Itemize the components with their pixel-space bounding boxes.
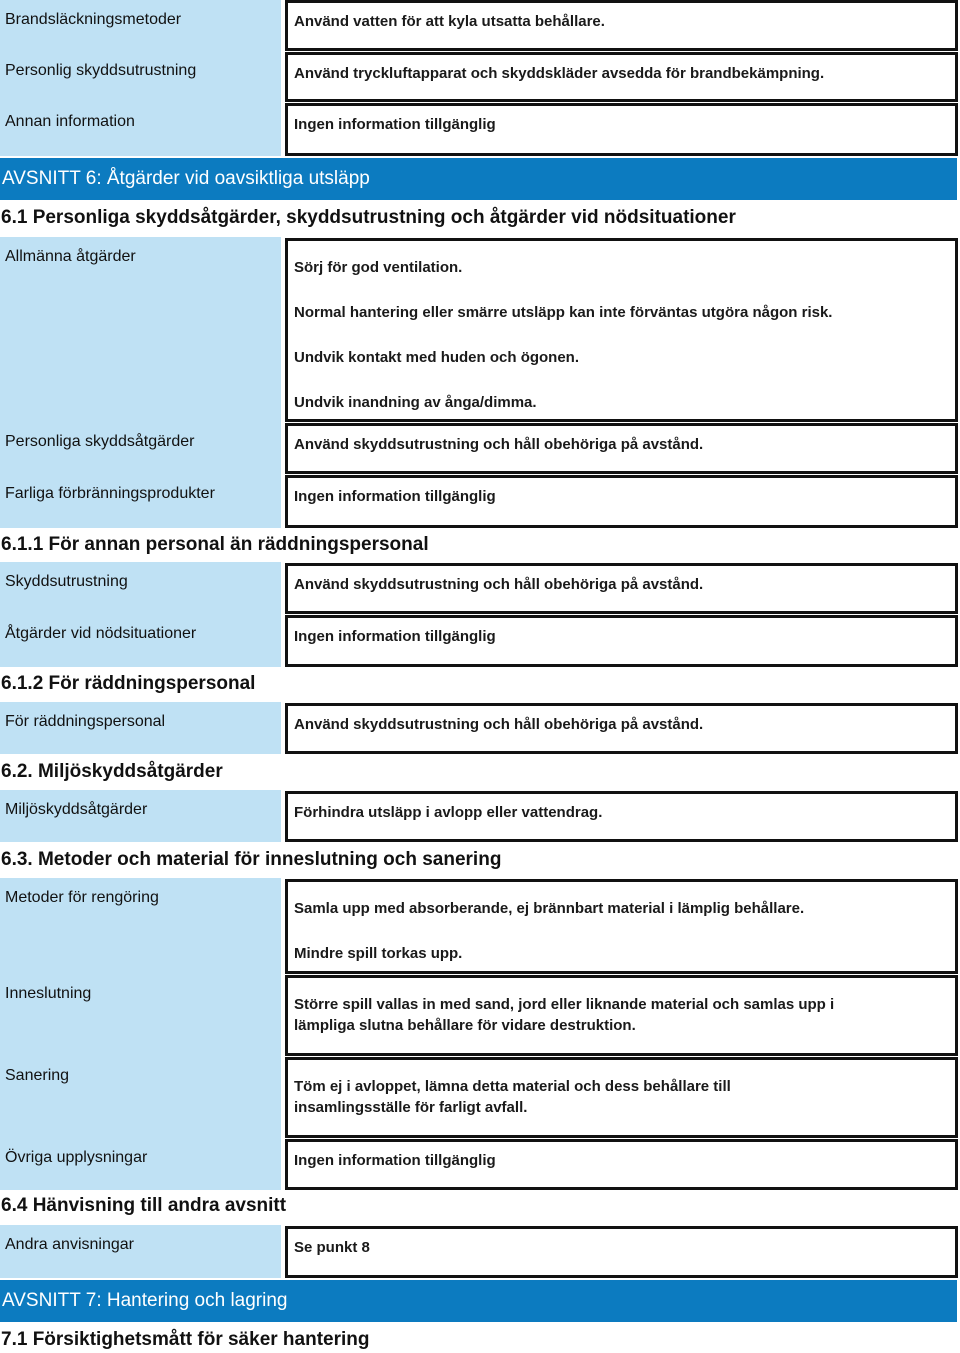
table-row [0, 790, 960, 842]
row-value: Ingen information tillgänglig [285, 1139, 958, 1190]
value-line: Mindre spill torkas upp. [294, 945, 463, 962]
row-value: Använd skyddsutrustning och håll obehöriga på avstånd. [285, 563, 958, 614]
row-label: Miljöskyddsåtgärder [0, 790, 281, 842]
value-line: Normal hantering eller smärre utsläpp kan inte förväntas utgöra någon risk. [294, 304, 833, 321]
table-row [0, 1225, 960, 1278]
value-line: Större spill vallas in med sand, jord eller liknande material och samlas upp i [294, 996, 835, 1013]
heading-6-2: 6.2. Miljöskyddsåtgärder [1, 761, 223, 782]
table-row [0, 237, 960, 422]
value-line: Samla upp med absorberande, ej brännbart material i lämplig behållare. [294, 900, 805, 917]
section-7-header: AVSNITT 7: Hantering och lagring [0, 1280, 957, 1322]
row-value [285, 1057, 958, 1138]
row-label: Sanering [0, 1056, 281, 1138]
value-line: Töm ej i avloppet, lämna detta material och dess behållare till [294, 1078, 731, 1095]
section-6-header: AVSNITT 6: Åtgärder vid oavsiktliga utsläpp [0, 158, 957, 200]
value-line: Sörj för god ventilation. [294, 259, 463, 276]
row-value: Se punkt 8 [285, 1226, 958, 1278]
table-row [0, 562, 960, 614]
value-line: insamlingsställe för farligt avfall. [294, 1099, 528, 1116]
row-label: Farliga förbränningsprodukter [0, 474, 281, 528]
row-label: Allmänna åtgärder [0, 237, 281, 422]
row-value: Använd skyddsutrustning och håll obehöriga på avstånd. [285, 423, 958, 474]
row-value [285, 975, 958, 1056]
table-row [0, 51, 960, 102]
table-row [0, 474, 960, 528]
heading-6-1-1: 6.1.1 För annan personal än räddningspersonal [1, 534, 429, 555]
row-value: Ingen information tillgänglig [285, 615, 958, 667]
row-label: Personlig skyddsutrustning [0, 51, 281, 102]
table-row [0, 974, 960, 1056]
row-label: Skyddsutrustning [0, 562, 281, 614]
row-label: Personliga skyddsåtgärder [0, 422, 281, 474]
table-row [0, 1138, 960, 1190]
table-row [0, 422, 960, 474]
heading-7-1: 7.1 Försiktighetsmått för säker hantering [1, 1329, 370, 1350]
table-row [0, 0, 960, 51]
table-row [0, 702, 960, 754]
row-label: Annan information [0, 102, 281, 156]
value-line: Undvik kontakt med huden och ögonen. [294, 349, 580, 366]
heading-6-1: 6.1 Personliga skyddsåtgärder, skyddsutrustning och åtgärder vid nödsituationer [1, 207, 736, 228]
row-label: Övriga upplysningar [0, 1138, 281, 1190]
row-label: Brandsläckningsmetoder [0, 0, 281, 51]
row-value: Använd vatten för att kyla utsatta behållare. [285, 0, 958, 51]
row-value [285, 238, 958, 422]
row-value: Förhindra utsläpp i avlopp eller vattendrag. [285, 791, 958, 842]
table-row [0, 614, 960, 667]
row-value: Använd skyddsutrustning och håll obehöriga på avstånd. [285, 703, 958, 754]
value-line: Undvik inandning av ånga/dimma. [294, 394, 537, 411]
heading-6-3: 6.3. Metoder och material för inneslutning och sanering [1, 849, 502, 870]
row-value: Ingen information tillgänglig [285, 103, 958, 156]
row-label: För räddningspersonal [0, 702, 281, 754]
row-value [285, 879, 958, 974]
table-row [0, 1056, 960, 1138]
row-label: Inneslutning [0, 974, 281, 1056]
row-value: Ingen information tillgänglig [285, 475, 958, 528]
row-label: Metoder för rengöring [0, 878, 281, 974]
row-value: Använd tryckluftapparat och skyddskläder avsedda för brandbekämpning. [285, 52, 958, 102]
value-line: lämpliga slutna behållare för vidare destruktion. [294, 1017, 636, 1034]
heading-6-4: 6.4 Hänvisning till andra avsnitt [1, 1195, 287, 1216]
row-label: Åtgärder vid nödsituationer [0, 614, 281, 667]
heading-6-1-2: 6.1.2 För räddningspersonal [1, 673, 256, 694]
table-row [0, 878, 960, 974]
row-label: Andra anvisningar [0, 1225, 281, 1278]
table-row [0, 102, 960, 156]
